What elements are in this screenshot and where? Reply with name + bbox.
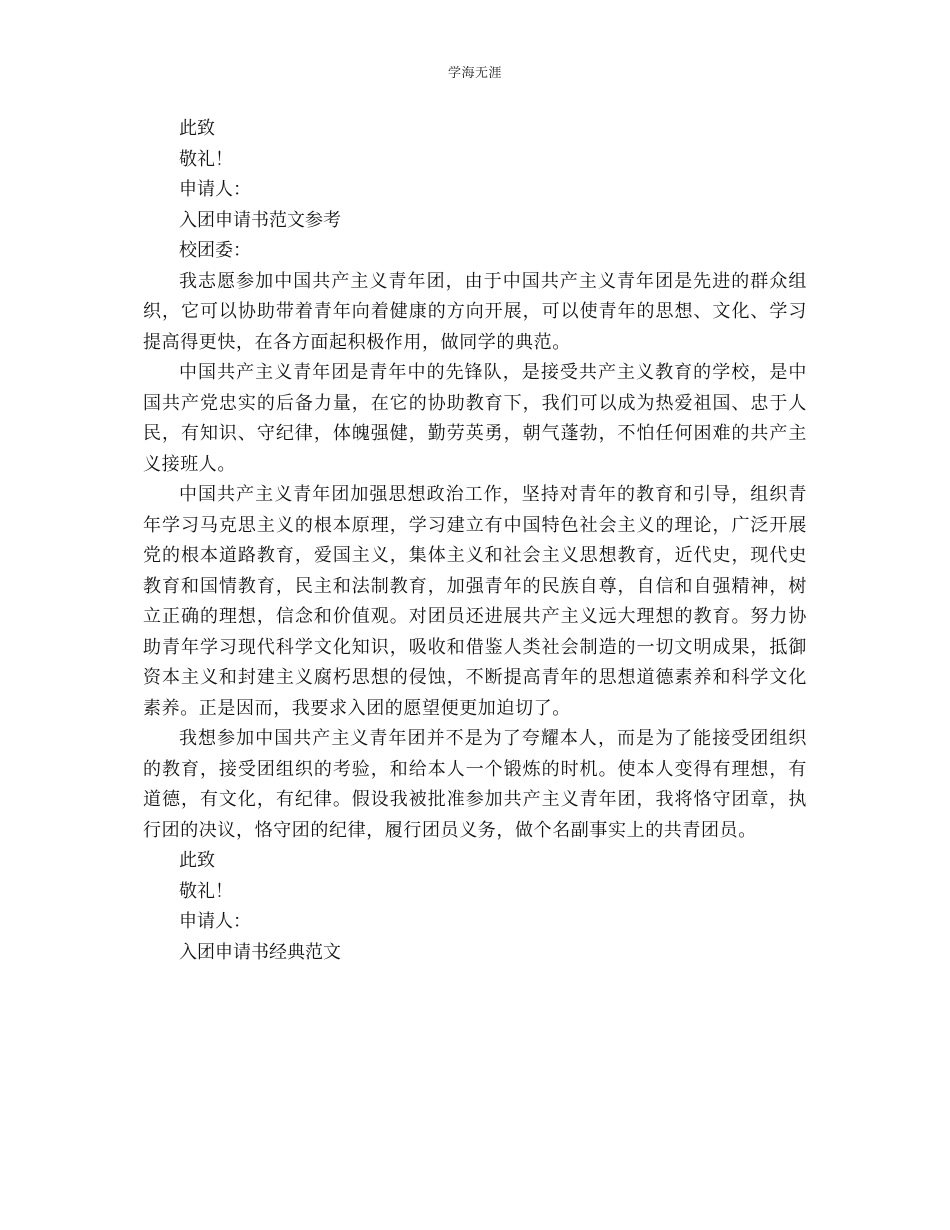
section-title: 入团申请书经典范文 [179, 941, 341, 963]
page-header: 学海无涯 [447, 66, 502, 81]
salutation-line: 敬礼！ [179, 880, 233, 902]
closing-line: 此致 [179, 850, 215, 871]
addressee-line: 校团委： [179, 240, 251, 261]
document-body [143, 114, 807, 968]
applicant-line: 申请人： [179, 911, 251, 932]
salutation-line: 敬礼！ [179, 148, 233, 170]
paragraph: 我想参加中国共产主义青年团并不是为了夸耀本人，而是为了能接受团组织的教育，接受团组织的考验，和给本人一个锻炼的时机。使本人变得有理想，有道德，有文化，有纪律。假设我被批准参加共产主义青年团，我将恪守团章，执行团的决议，恪守团的纪律，履行团员义务，做个名副事实上的共青团员。 [143, 728, 807, 841]
section-title: 入团申请书范文参考 [179, 209, 341, 231]
paragraph: 中国共产主义青年团是青年中的先锋队，是接受共产主义教育的学校，是中国共产党忠实的后备力量，在它的协助教育下，我们可以成为热爱祖国、忠于人民，有知识、守纪律，体魄强健，勤劳英勇，朝气蓬勃，不怕任何困难的共产主义接班人。 [143, 362, 807, 475]
paragraph: 我志愿参加中国共产主义青年团，由于中国共产主义青年团是先进的群众组织，它可以协助带着青年向着健康的方向开展，可以使青年的思想、文化、学习提高得更快，在各方面起积极作用，做同学的典范。 [143, 270, 807, 353]
paragraph: 中国共产主义青年团加强思想政治工作，坚持对青年的教育和引导，组织青年学习马克思主义的根本原理，学习建立有中国特色社会主义的理论，广泛开展党的根本道路教育，爱国主义，集体主义和社会主义思想教育，近代史，现代史教育和国情教育，民主和法制教育，加强青年的民族自尊，自信和自强精神，树立正确的理想，信念和价值观。对团员还进展共产主义远大理想的教育。努力协助青年学习现代科学文化知识，吸收和借鉴人类社会制造的一切文明成果，抵御资本主义和封建主义腐朽思想的侵蚀，不断提高青年的思想道德素养和科学文化素养。正是因而，我要求入团的愿望便更加迫切了。 [143, 484, 807, 719]
closing-line: 此致 [179, 118, 215, 139]
applicant-line: 申请人： [179, 179, 251, 200]
